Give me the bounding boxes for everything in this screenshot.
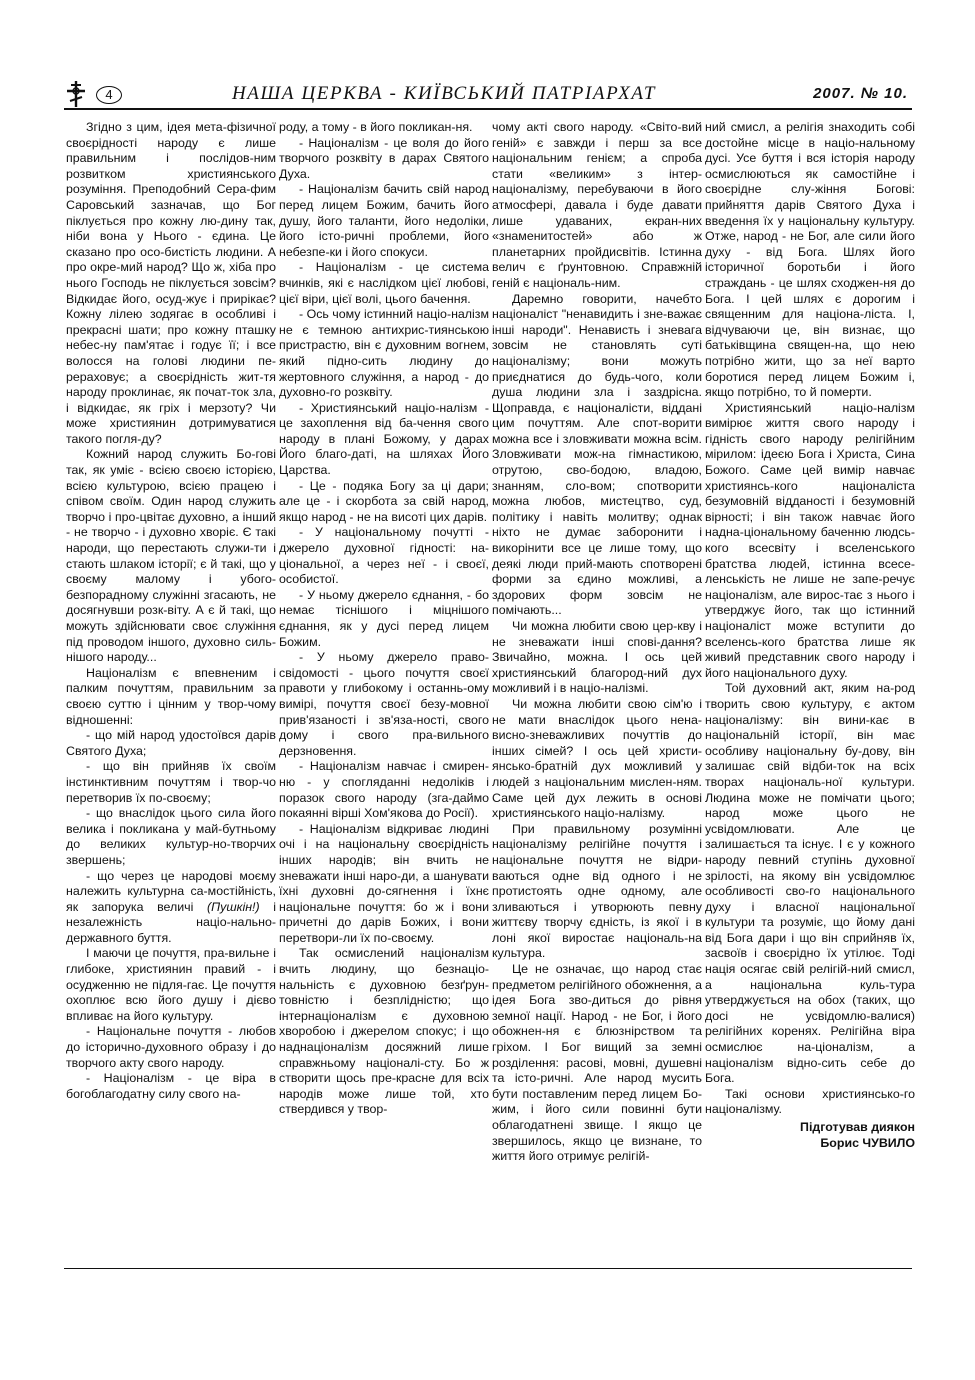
page-header — [64, 80, 912, 108]
article-paragraph: - Національне почуття - любов до історично-духовного образу і до творчого акту свого народу. — [66, 1024, 276, 1070]
article-paragraph: - Націоналізм - це воля до його творчого розквіту в дарах Святого Духа. — [279, 135, 489, 181]
credit-author-name: Борис ЧУВИЛО — [820, 1135, 915, 1150]
article-paragraph: ний смисл, а релігія знаходить собі достойне місце в націо-нальному дусі. Усе буття і вся історія народу осмислюються як самостійне і своєрідне слу-жіння Богові: прийняття дарів Святого Духа і введення їх у національну культуру. Отже, народ - не Бог, але сили його духу - від Бога. Шлях його історичної боротьби і його страждань - це шлях сходжен-ня до Бога. І цей шлях є дорогим і священним для націона-ліста. І, відчуваючи це, він визнає, що батьківщина священ-на, що нею потрібно жити, що за неї варто боротися перед лицем Божим і, якщо потрібно, то й померти. — [705, 120, 915, 400]
article-paragraph: - Це - подяка Богу за ці дари; але це - і скорбота за свій народ, якщо народ - не на висоті цих дарів. — [279, 478, 489, 524]
text-column-4 — [705, 120, 915, 1266]
article-paragraph: - У національному почутті - джерело духовної гідності: на-ціональної, а через неї - і своєї, особистої. — [279, 525, 489, 587]
article-paragraph: - Націоналізм - це віра в богоблагодатну силу свого на- — [66, 1071, 276, 1101]
article-paragraph: - Націоналізм навчає і смирен-ню - у спогляданні недоліків і поразок свого народу (зга-даймо покаянні вірші Хом'якова до Росії). — [279, 759, 489, 821]
article-paragraph: Даремно говорити, начебто націоналіст "ненавидить і зне-важає інші народи". Ненависть і зневага зовсім не становлять суті націоналізму; вони можуть приєднатися до будь-чого, коли душа людини зла і заздрісна. Щоправда, є націоналісти, віддані цим почуттям. Але спот-ворити можна все і зловживати можна всім. Зловживати мож-на гімнастикою, отрутою, сво-бодою, владою, знанням, сло-вом; спотворити можна любов, мистецтво, суд, політику і навіть молитву; однак ніхто не думає заборонити і викорінити все це лише тому, що деякі люди прий-мають спотворені форми за єдино можливі, а здорових форм зовсім не помічають... — [492, 291, 702, 618]
article-paragraph: - що мій народ удостоївся дарів Святого Духа; — [66, 728, 276, 758]
article-paragraph: - що він прийняв їх своїм інстинктивним почуттям і твор-чо перетворив їх по-своєму; — [66, 759, 276, 805]
article-paragraph: - Націоналізм - це система вчинків, які є наслідком цієї любові, цієї віри, цієї волі, цього бачення. — [279, 260, 489, 306]
article-paragraph: Це не означає, що народ стає предметом релігійного обожнення, а ідея Бога зво-диться до рівня земної нації. Народ - не Бог, і його обожнен-ня є блюзнірством та гріхом. І Бог вищий за земні розділення: расові, мовні, душевні та істо-ричні. Але народ мусить бути поставленим перед лицем Бо-жим, і його сили повинні бути облагодатнені звище. І якщо це звершилось, якщо це визнане, то життя його отримує релігій- — [492, 962, 702, 1164]
newspaper-title: НАША ЦЕРКВА - КИЇВСЬКИЙ ПАТРІАРХАТ — [231, 83, 656, 104]
author-credit — [705, 1120, 915, 1151]
article-paragraph: - що внаслідок цього сила його велика і покликана у май-бутньому до великих культур-но-творчих звершень; — [66, 806, 276, 867]
text-column-3 — [492, 120, 702, 1266]
footer-divider — [64, 1268, 912, 1269]
credit-role: Підготував диякон — [800, 1120, 915, 1134]
article-paragraph: Згідно з цим, ідея мета-фізичної своєрідності народу є лише правильним і послідов-ним розвитком християнського розуміння. Преподобний Сера-фим Саровський зазначав, що Бог піклується про кожну лю-дину так, ніби вона у Нього - єдина. Це сказано про осо-бистість людини. А про окре-мий народ? Що ж, хіба про нього Господь не піклується зовсім? Відкидає його, осуд-жує і прирікає? Кожну лілею зодягає в особливі і прекрасні шати; про кожну пташку небес-ну пам'ятає і годує її; і все волосся на голові людини пе-рераховує; а своєрідність жит-тя народу проклинає, як почат-ток зла, і відкидає, як гріх і мерзоту? Чи може християнин дотримуватися такого погля-ду? — [66, 120, 276, 446]
article-paragraph: - Ось чому істинний націо-налізм не є темною антихрис-тиянською пристрастю, він є духовним вогнем, який підно-сить людину до жертовного служіння, а народ - до духовно-го розквіту. — [279, 307, 489, 400]
article-paragraph: - У ньому джерело єднання, - бо немає тіснішого і міцнішого єднання, як у дусі перед лицем Божим. — [279, 587, 489, 649]
article-paragraph: Чи можна любити свою цер-кву і не зневажати інші спові-дання? Звичайно, можна. І ось цей християнський благород-ний дух можливий і в націо-налізмі. — [492, 619, 702, 696]
article-paragraph: - Націоналізм відкриває людині очі і на національну своєрідність інших народів; він вчить не зневажати інші наро-ди, а шанувати їхні духовні до-сягнення і їхнє національне почуття: бо ж і вони причетні до дарів Божих, і вони перетвори-ли їх по-своєму. — [279, 821, 489, 945]
issue-number: 2007. № 10. — [813, 85, 908, 102]
article-paragraph: При правильному розумінні націоналізму релігійне почуття і національне почуття не відри-ваються одне від одного і не протистоять одне одному, але зливаються і утворюють певну життєву творчу єдність, із якої і в лоні якої виростає національ-на культура. — [492, 821, 702, 961]
text-column-2 — [279, 120, 489, 1266]
article-paragraph: - Націоналізм бачить свій народ перед лицем Божим, бачить його душу, його таланти, його недоліки, його істо-ричні проблеми, його небезпе-ки і його спокуси. — [279, 182, 489, 259]
article-paragraph: Так осмислений націоналізм вчить людину, що безнаціо-нальність є духовною безґрун-товністю і безплідністю; що інтернаціоналізм є духовною хворобою і джерелом спокус; і що наднаціоналізм досяжний лише справжньому націоналі-сту. Бо ж створити щось пре-красне для всіх народів може лише той, хто ствердився у твор- — [279, 946, 489, 1117]
article-paragraph: Такі основи християнсько-го націоналізму. — [705, 1086, 915, 1117]
article-paragraph: Християнський націо-налізм вимірює життя свого народу і гідність свого народу релігійним мірилом: ідеєю Бога і Христа, Сина Божого. Саме цей вимір навчає християнсь-кого націоналіста безумовній відданості і безумовній вірності; і він також навчає його надна-ціональному баченню людсь-кого всесвіту і вселенського братства людей, істинна всесе-ленськість не лише не запе-речує націоналізм, але вирос-тає з нього і утверджує його, так що істинний націоналіст може вступити до вселенсь-кого братства лише як живий представник свого народу і його національного духу. — [705, 400, 915, 680]
article-paragraph: - Християнський націо-налізм - це захоплення від ба-чення свого народу в плані Божому, у дарах Його благо-даті, на шляхах Його Царства. — [279, 400, 489, 478]
page-number: 4 — [96, 86, 122, 104]
article-paragraph: чому акті свого народу. «Світо-вий геній» є завжди і перш за все національним генієм; а спроба стати «великим» з інтер-націоналізму, перебуваючи в його атмосфері, давала і буде давати лише удаваних, екран-них «знаменитостей» або ж планетарних пройдисвітів. Істинна велич є ґрунтовною. Справжній геній є національ-ним. — [492, 120, 702, 290]
article-paragraph: І маючи це почуття, пра-вильне і глибоке, християнин правий - і осудженню не підля-гає. Це почуття охоплює всю його душу і дієво впливає на його культуру. — [66, 946, 276, 1023]
article-paragraph: Той духовний акт, яким на-род творить свою культуру, є актом націоналізму: він вини-кає в національній історії, він має особливу національну бу-дову, він залишає свій відби-ток на всіх творах національ-ної культури. Людина може не помічати цього; народ може цього не усвідомлювати. Але це залишається та існує. І є у кожного народу певний ступінь духовної зрілості, на якому він усвідомлює особливості сво-го національного духу і власної національної культури та розуміє, що йому дані від Бога дари і що він сприйняв їх, засвоїв і своєрідно їх утілює. Тоді нація осягає свій релігій-ний смисл, а національна куль-тура утверджується на обох (таких, що досі не усвідомлю-валися) релігійних коренях. Релігійна віра осмислює на-ціоналізм, а націоналізм відно-сить себе до Бога. — [705, 681, 915, 1086]
text-column-1 — [66, 120, 276, 1266]
article-paragraph: роду, а тому - в його покликан-ня. — [279, 120, 473, 134]
orthodox-cross-icon — [64, 80, 88, 108]
article-paragraph: Чи можна любити свою сім'ю і не мати внаслідок цього нена-висно-зневажливих почуттів до інших сімей? І ось цей христи-янсько-братній дух можливий у людей з національним мислен-ням. Саме цей дух лежить в основі християнського націо-налізму. — [492, 696, 702, 821]
header-divider — [64, 108, 912, 110]
article-paragraph: Націоналізм є впевненим і палким почуттям, правильним за своєю суттю і цінним у твор-чому відношенні: — [66, 665, 276, 727]
article-paragraph: - що через це народові моєму належить культурна са-мостійність, як запорука величі (Пушкін!) і незалежність націо-нально-державного буття. — [66, 868, 276, 945]
article-paragraph: Кожний народ служить Бо-гові так, як уміє - всією своєю історією, всією культурою, всією працею і співом своїм. Один народ служить творчо і про-цвітає духовно, а інший - не творчо - і духовно хворіє. Є такі народи, що перестають служи-ти і стають шлаком історії; є й такі, що у своєму малому і убого-безпорадному служінні згасають, не досягнувши розк-віту. А є й такі, що можуть здійснювати своє служіння під проводом іншого, духовно силь-нішого народу... — [66, 447, 276, 665]
article-paragraph: - У ньому джерело право-свідомості - цього почуття своєї правоти у глибокому і останнь-ому вимірі, почуття своєї безу-мовної прив'язаності і зв'яза-ності, свого дому і свого пра-вильного дерзновення. — [279, 650, 489, 758]
